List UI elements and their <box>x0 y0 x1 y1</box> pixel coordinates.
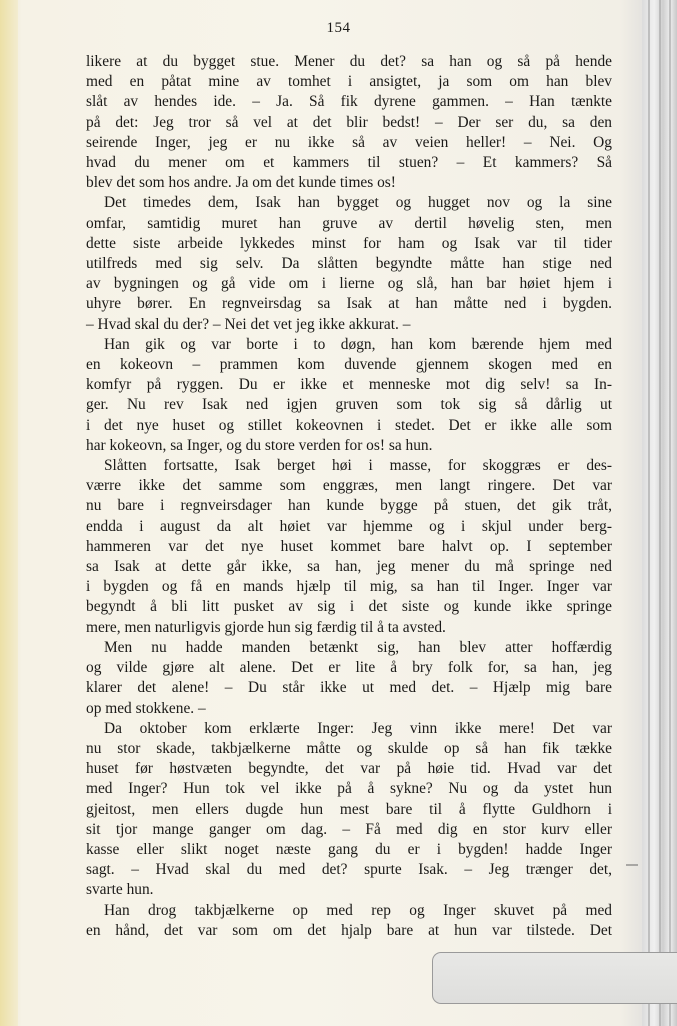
text-line: uhyre bører. En regnveirsdag sa Isak at han måtte ned i bygden. <box>86 295 612 313</box>
text-line: kasse eller slikt noget næste gang du er i bygden! hadde Inger <box>86 840 612 858</box>
text-line: ger. Nu rev Isak ned igjen gruven som tok sig så dårlig ut <box>86 396 612 414</box>
text-line: dette siste arbeide lykkedes minst for ham og Isak var til tider <box>86 234 612 252</box>
text-line: sagt. – Hvad skal du med det? spurte Isak. – Jeg trænger det, <box>86 861 612 879</box>
text-line: Men nu hadde manden betænkt sig, han blev atter hoffærdig <box>104 638 612 656</box>
text-line: i bygden og få en mands hjælp til mig, sa han til Inger. Inger var <box>86 578 612 596</box>
scanner-edge-strip <box>642 0 677 1026</box>
text-line: omfar, samtidig muret han gruve av dertil høvelig sten, men <box>86 214 612 232</box>
text-line: likere at du bygget stue. Mener du det? sa han og så på hende <box>86 53 612 70</box>
text-line: – Hvad skal du der? – Nei det vet jeg ikke akkurat. – <box>86 315 411 333</box>
text-line: op med stokkene. – <box>86 699 206 717</box>
text-line: har kokeovn, sa Inger, og du store verden for os! sa hun. <box>86 436 433 454</box>
text-line: mere, men naturligvis gjorde hun sig færdig til å ta avsted. <box>86 618 446 636</box>
text-line: Han gik og var borte i to døgn, han kom bærende hjem med <box>104 335 612 353</box>
text-line: nu bare i regnveirsdager han kunde bygge på stuen, det gik tråt, <box>86 497 612 515</box>
text-line: på det: Jeg tror så vel at det blir bedst! – Der ser du, sa den <box>86 113 612 131</box>
text-line: nu stor skade, takbjælkerne måtte og skulde op så han fik tække <box>86 739 612 757</box>
text-line: komfyr på ryggen. Du er ikke et menneske mot dig selv! sa In- <box>86 376 612 394</box>
text-line: hammeren var det nye huset kommet bare halvt op. I september <box>86 537 612 555</box>
text-line: Slåtten fortsatte, Isak berget høi i masse, for skoggræs er des- <box>104 457 612 475</box>
body-text <box>86 52 612 941</box>
text-line: en kokeovn – prammen kom duvende gjennem skogen med en <box>86 356 612 374</box>
edge-line <box>669 0 671 1026</box>
text-line: sit tjor mange ganger om dag. – Få med dig en stor kurv eller <box>86 820 612 838</box>
text-line: værre ikke det samme som enggræs, men langt ringere. Det var <box>86 477 612 495</box>
text-line: med en påtat mine av tomhet i ansigtet, ja som om han blev <box>86 73 612 91</box>
text-line: klarer det alene! – Du står ikke ut med det. – Hjælp mig bare <box>86 679 612 697</box>
text-line: huset før høstvæten begyndte, det var på høie tid. Hvad var det <box>86 760 612 778</box>
text-line: gjeitost, men ellers dugde hun mest bare til å flytte Guldhorn i <box>86 800 612 818</box>
text-line: endda i august da alt høiet var hjemme og i skjul under berg- <box>86 517 612 535</box>
text-line: blev det som hos andre. Ja om det kunde times os! <box>86 174 396 192</box>
margin-mark <box>626 864 638 866</box>
text-line: og vilde gjøre alt alene. Det er lite å bry folk for, sa han, jeg <box>86 659 612 677</box>
edge-line <box>648 0 650 1026</box>
text-line: Han drog takbjælkerne op med rep og Inger skuvet på med <box>104 901 612 919</box>
text-line: svarte hun. <box>86 881 154 899</box>
text-line: Da oktober kom erklærte Inger: Jeg vinn ikke mere! Det var <box>104 719 612 737</box>
text-line: av bygningen og gå vide om i lierne og slå, han bar høiet hjem i <box>86 275 612 293</box>
page-left-edge <box>0 0 18 1026</box>
text-line: med Inger? Hun tok vel ikke på å sykne? Nu og da ystet hun <box>86 780 612 798</box>
text-line: en hånd, det var som om det hjalp bare at hun var tilstede. Det <box>86 921 612 939</box>
text-line: begyndt å bli litt pusket av sig i det siste og kunde ikke springe <box>86 598 612 616</box>
text-line: Det timedes dem, Isak han bygget og hugget nov og la sine <box>104 194 612 212</box>
page-number: 154 <box>326 20 351 36</box>
text-line: seirende Inger, jeg er nu ikke så av veien heller! – Nei. Og <box>86 133 612 151</box>
text-line: i det nye huset og stillet kokeovnen i stedet. Det er ikke alle som <box>86 416 612 434</box>
text-line: utilfreds med sig selv. Da slåtten begyndte måtte han stige ned <box>86 255 612 273</box>
text-line: slåt av hendes ide. – Ja. Så fik dyrene gammen. – Han tænkte <box>86 93 612 111</box>
edge-line <box>659 0 661 1026</box>
text-line: hvad du mener om et kammers til stuen? – Et kammers? Så <box>86 154 612 172</box>
text-line: sa Isak at dette går ikke, sa han, jeg mener du må springe ned <box>86 558 612 576</box>
library-label-sticker <box>432 952 677 1004</box>
